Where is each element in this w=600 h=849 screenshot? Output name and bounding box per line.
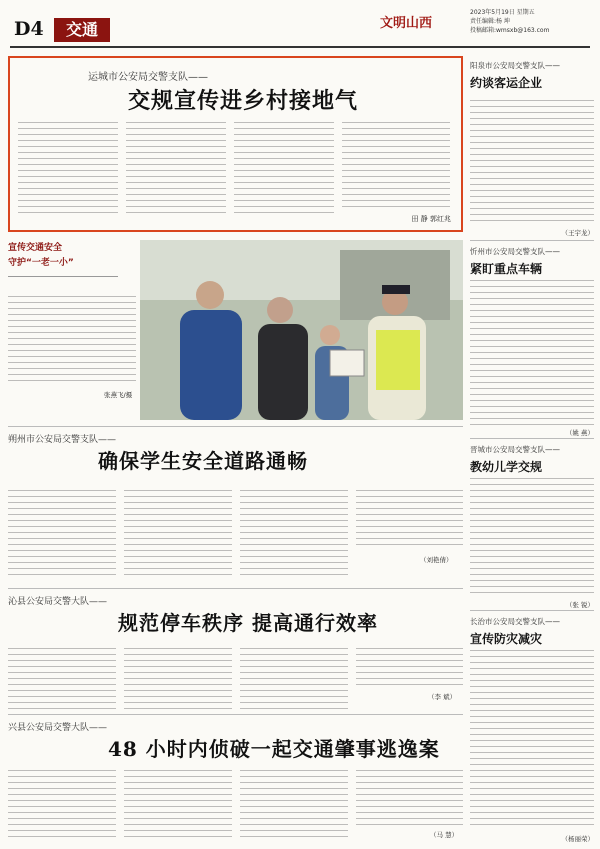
right-article <box>470 246 594 277</box>
article-body-col <box>8 770 116 840</box>
divider <box>470 438 594 439</box>
divider <box>8 714 463 715</box>
page-number: D4 <box>14 18 44 40</box>
header-meta <box>470 8 594 35</box>
article-author: （李 斌） <box>428 693 457 701</box>
article-body-col <box>356 770 463 826</box>
divider <box>470 610 594 611</box>
right-kicker: 晋城市公安局交警支队—— <box>470 445 560 454</box>
right-author: （杨丽荣） <box>561 835 594 843</box>
lead-byline: 田 静 郭红兆 <box>411 215 451 223</box>
lead-kicker: 运城市公安局交警支队—— <box>88 72 208 83</box>
right-body <box>470 100 594 224</box>
caption-body <box>8 296 136 384</box>
divider <box>470 240 594 241</box>
caption-rule <box>8 276 118 277</box>
meta-email: 投稿邮箱:wmsxb@163.com <box>470 27 550 34</box>
right-kicker: 忻州市公安局交警支队—— <box>470 247 560 256</box>
right-author: （张 锐） <box>565 601 594 609</box>
article-kicker: 沁县公安局交警大队—— <box>8 597 108 607</box>
right-body <box>470 650 594 830</box>
article <box>8 720 463 762</box>
right-body <box>470 478 594 598</box>
article-body-col <box>124 648 232 710</box>
photo-caption-box <box>8 240 138 420</box>
caption-title: 宣传交通安全 <box>8 243 63 253</box>
lead-body-col <box>342 122 450 212</box>
article-author: （马 慧） <box>430 831 459 839</box>
article-body-col <box>124 490 232 580</box>
meta-editor: 责任编辑:杨 坤 <box>470 18 510 25</box>
article-headline: 48 小时内侦破一起交通肇事逃逸案 <box>108 737 440 761</box>
article-body-col <box>240 648 348 710</box>
lead-headline: 交规宣传进乡村接地气 <box>128 88 359 114</box>
right-article <box>470 616 594 647</box>
article-author: （刘艳倩） <box>420 556 453 564</box>
lead-body-col <box>126 122 226 218</box>
right-article <box>470 60 594 91</box>
right-author: （姚 燕） <box>565 429 594 437</box>
page-header <box>0 0 600 48</box>
right-headline: 约谈客运企业 <box>470 76 543 90</box>
right-body <box>470 280 594 426</box>
article-body-col <box>240 770 348 840</box>
article-body-col <box>8 648 116 710</box>
lead-article <box>8 56 463 232</box>
article-body-col <box>8 490 116 580</box>
meta-date: 2023年5月19日 星期五 <box>470 9 535 16</box>
right-article <box>470 444 594 475</box>
caption-author: 张燕飞/摄 <box>104 391 133 399</box>
section-label: 交通 <box>54 18 110 42</box>
right-kicker: 阳泉市公安局交警支队—— <box>470 61 560 70</box>
right-headline: 宣传防灾减灾 <box>470 632 543 646</box>
right-kicker: 长治市公安局交警支队—— <box>470 617 560 626</box>
article-body-col <box>356 490 463 550</box>
right-headline: 教幼儿学交规 <box>470 460 543 474</box>
article-body-col <box>240 490 348 580</box>
article-headline: 确保学生安全道路通畅 <box>98 449 308 473</box>
news-photo <box>140 240 463 420</box>
article-kicker: 朔州市公安局交警支队—— <box>8 435 117 445</box>
article <box>8 594 463 636</box>
article-body-col <box>356 648 463 688</box>
right-author: （王宇龙） <box>561 229 594 237</box>
article-kicker: 兴县公安局交警大队—— <box>8 723 108 733</box>
divider <box>8 588 463 589</box>
article-headline: 规范停车秩序 提高通行效率 <box>118 611 378 635</box>
header-rule <box>10 46 590 48</box>
article-body-col <box>124 770 232 840</box>
masthead-title: 文明山西 <box>380 16 433 31</box>
article <box>8 432 463 474</box>
caption-subtitle: 守护“一老一小” <box>8 258 74 268</box>
lead-body-col <box>18 122 118 218</box>
photo-illustration <box>140 240 463 420</box>
divider <box>8 426 463 427</box>
right-headline: 紧盯重点车辆 <box>470 262 543 276</box>
lead-body-col <box>234 122 334 218</box>
